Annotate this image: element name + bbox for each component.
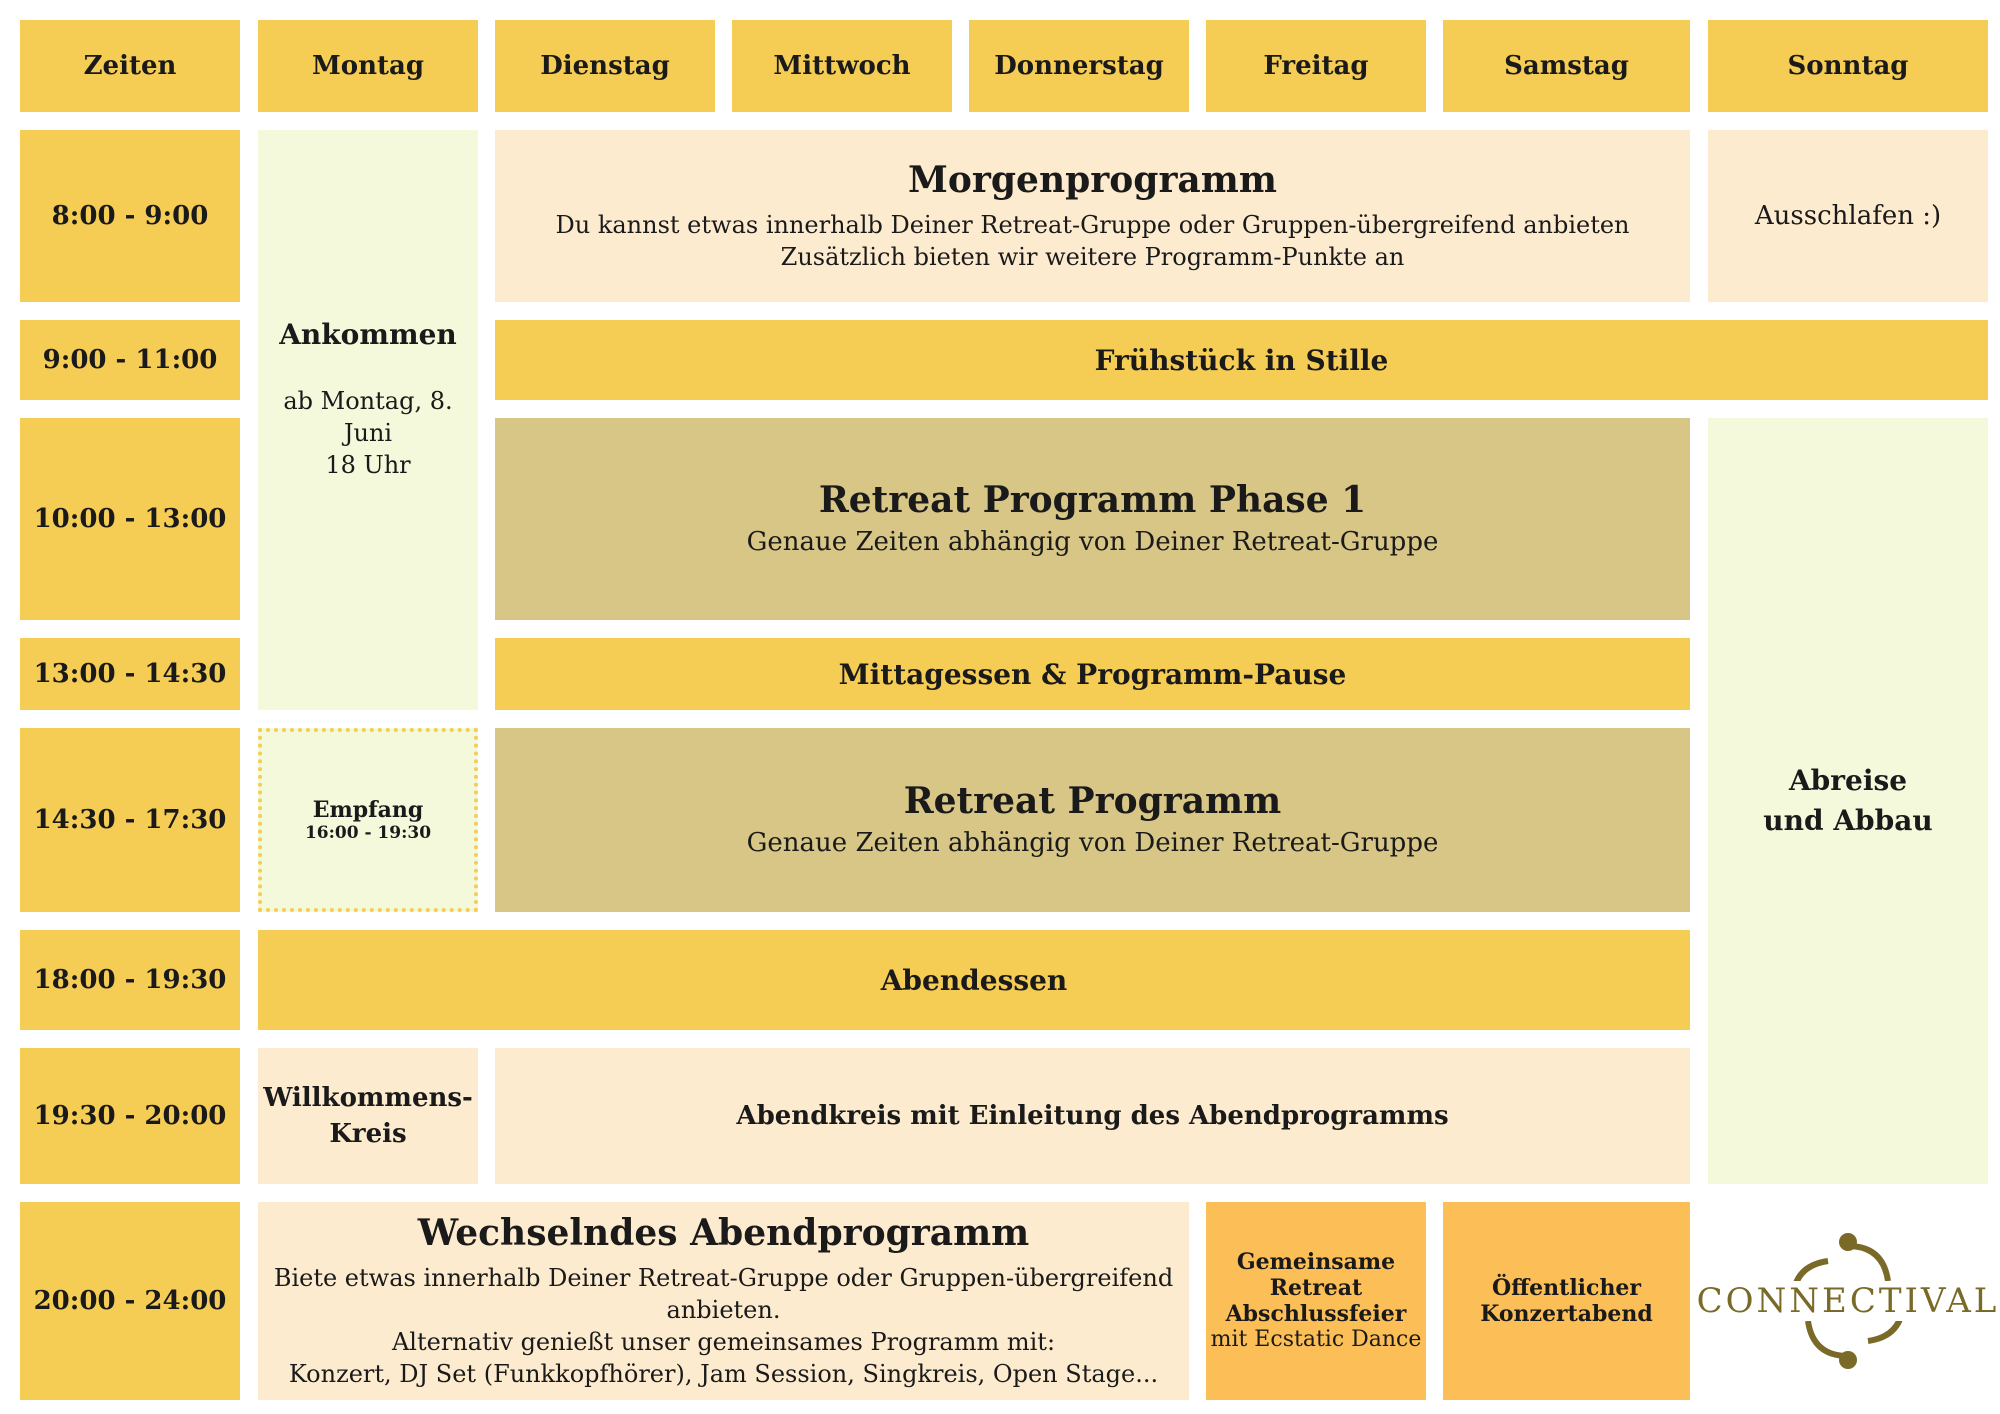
evening-program-line1: Biete etwas innerhalb Deiner Retreat-Gruppe oder Gruppen-übergreifend anbieten. xyxy=(273,1264,1174,1324)
concert-block xyxy=(1443,1202,1690,1400)
time-slot: 20:00 - 24:00 xyxy=(20,1202,240,1400)
evening-program-block xyxy=(258,1202,1189,1400)
closing-party-block xyxy=(1206,1202,1426,1400)
lunch-bar: Mittagessen & Programm-Pause xyxy=(495,638,1690,710)
header-saturday: Samstag xyxy=(1443,20,1690,112)
concert-line2: Konzertabend xyxy=(1480,1301,1653,1327)
time-slot: 9:00 - 11:00 xyxy=(20,320,240,400)
dinner-bar: Abendessen xyxy=(258,930,1690,1030)
connectival-logo-text: CONNECTIVAL xyxy=(1693,1281,2000,1321)
closing-party-line1: Gemeinsame xyxy=(1236,1249,1396,1275)
time-slot: 8:00 - 9:00 xyxy=(20,130,240,302)
header-times: Zeiten xyxy=(20,20,240,112)
reception-title: Empfang xyxy=(312,797,424,823)
welcome-circle-line2: Kreis xyxy=(329,1119,407,1149)
evening-program-title: Wechselndes Abendprogramm xyxy=(417,1212,1030,1254)
sleep-in-block: Ausschlafen :) xyxy=(1708,130,1988,302)
time-slot: 14:30 - 17:30 xyxy=(20,728,240,912)
header-monday: Montag xyxy=(258,20,478,112)
retreat-program-sub: Genaue Zeiten abhängig von Deiner Retreat-Gruppe xyxy=(746,828,1439,858)
morning-program-block xyxy=(495,130,1690,302)
concert-line1: Öffentlicher xyxy=(1491,1275,1642,1301)
departure-line2: und Abbau xyxy=(1763,804,1933,837)
evening-program-line2: Alternativ genießt unser gemeinsames Programm mit: xyxy=(391,1328,1056,1356)
reception-block xyxy=(258,728,478,912)
evening-circle-text: Abendkreis mit Einleitung des Abendprogramms xyxy=(736,1101,1449,1131)
time-slot: 19:30 - 20:00 xyxy=(20,1048,240,1184)
arrival-title: Ankommen xyxy=(279,318,457,351)
connectival-logo xyxy=(1696,1202,2000,1400)
retreat-program-block xyxy=(495,728,1690,912)
retreat-phase1-sub: Genaue Zeiten abhängig von Deiner Retreat-Gruppe xyxy=(746,527,1439,557)
morning-program-title: Morgenprogramm xyxy=(908,159,1277,201)
arrival-time: 18 Uhr xyxy=(325,451,411,479)
header-sunday: Sonntag xyxy=(1708,20,1988,112)
morning-program-line2: Zusätzlich bieten wir weitere Programm-Punkte an xyxy=(780,243,1405,271)
morning-program-line1: Du kannst etwas innerhalb Deiner Retreat-Gruppe oder Gruppen-übergreifend anbieten xyxy=(555,211,1630,239)
retreat-phase1-block xyxy=(495,418,1690,620)
reception-time: 16:00 - 19:30 xyxy=(304,823,432,843)
time-slot: 13:00 - 14:30 xyxy=(20,638,240,710)
header-thursday: Donnerstag xyxy=(969,20,1189,112)
arrival-date: ab Montag, 8. Juni xyxy=(283,387,453,447)
departure-line1: Abreise xyxy=(1788,764,1908,797)
retreat-phase1-title: Retreat Programm Phase 1 xyxy=(818,479,1367,521)
retreat-program-title: Retreat Programm xyxy=(903,780,1282,822)
time-slot: 18:00 - 19:30 xyxy=(20,930,240,1030)
breakfast-bar: Frühstück in Stille xyxy=(495,320,1988,400)
arrival-block xyxy=(258,130,478,710)
welcome-circle-block xyxy=(258,1048,478,1184)
evening-program-line3: Konzert, DJ Set (Funkkopfhörer), Jam Session, Singkreis, Open Stage... xyxy=(288,1360,1159,1388)
header-wednesday: Mittwoch xyxy=(732,20,952,112)
welcome-circle-line1: Willkommens- xyxy=(263,1083,473,1113)
closing-party-line2: Retreat xyxy=(1269,1275,1363,1301)
closing-party-line3: Abschlussfeier xyxy=(1225,1301,1407,1327)
header-friday: Freitag xyxy=(1206,20,1426,112)
departure-block xyxy=(1708,418,1988,1184)
closing-party-line4: mit Ecstatic Dance xyxy=(1210,1327,1422,1352)
time-slot: 10:00 - 13:00 xyxy=(20,418,240,620)
header-tuesday: Dienstag xyxy=(495,20,715,112)
evening-circle-block xyxy=(495,1048,1690,1184)
